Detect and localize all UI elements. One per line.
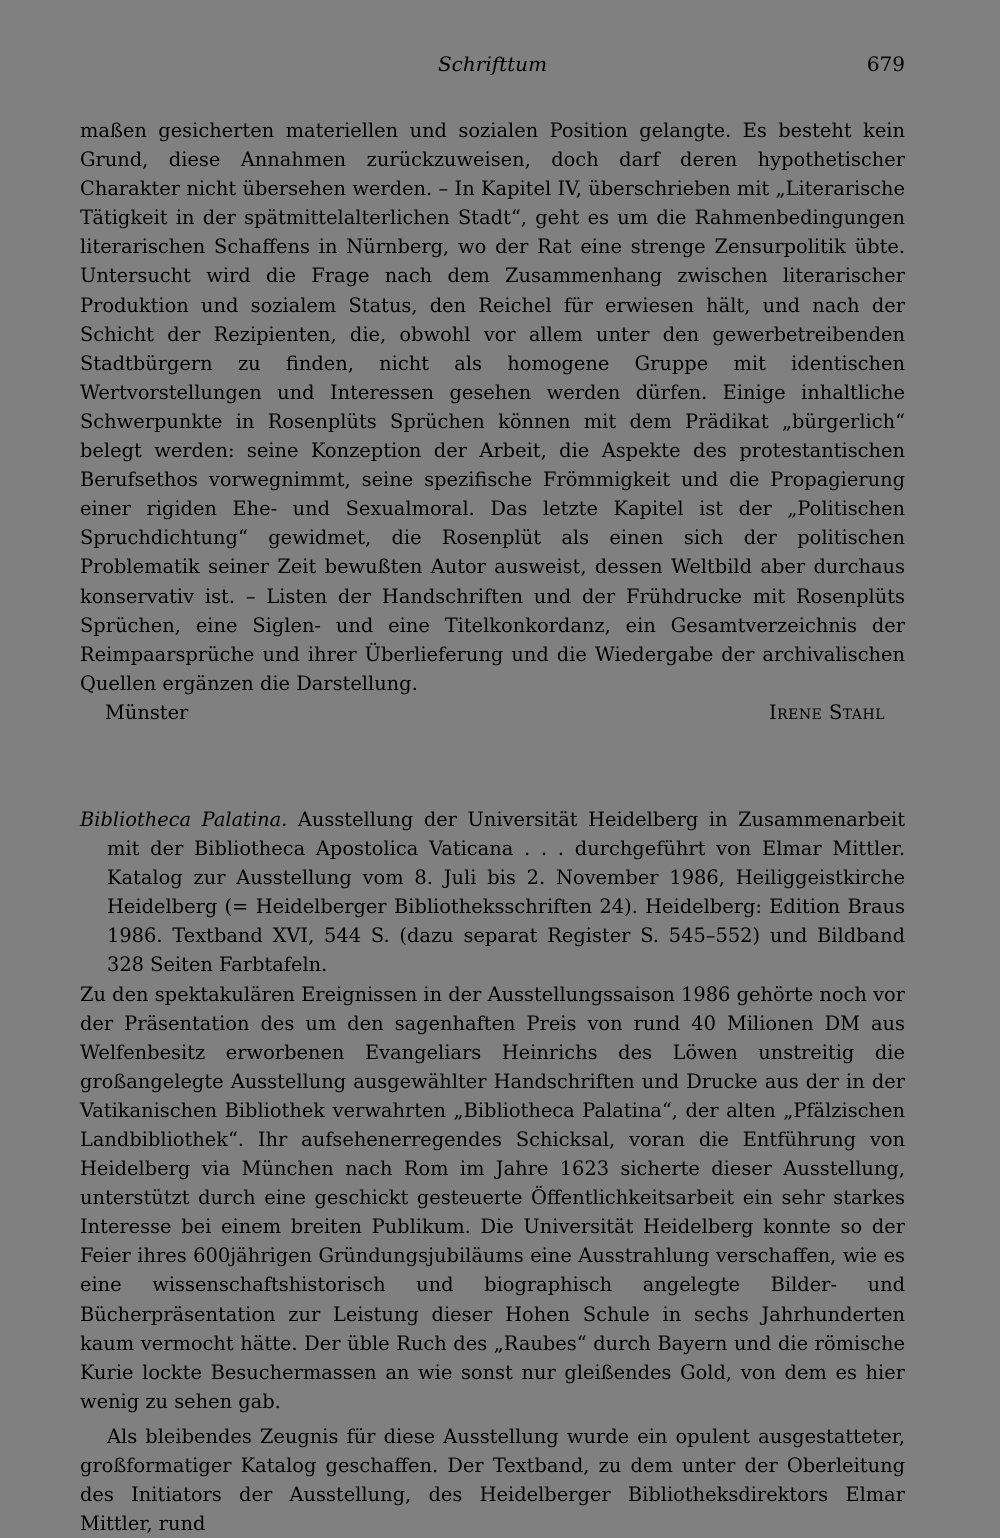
review-paragraph-2: Als bleibendes Zeugnis für diese Ausstellung wurde ein opulent ausgestatteter, großformatiger Katalog geschaffen. Der Textband, zu dem unter der Oberleitung des Initiators der Ausstellung, des Heidelberger Bibliotheksdirektors Elmar Mittler, rund bbox=[80, 1424, 905, 1536]
citation-details: Ausstellung der Universität Heidelberg in Zusammenarbeit mit der Bibliotheca Apostolica Vaticana . . . durchgeführt von Elmar Mittler. Katalog zur Ausstellung vom 8. Juli bis 2. November 1986, Heiliggeistkirche Heidelberg (= Heidelberger Bibliotheksschriften 24). Heidelberg: Edition Braus 1986. Textband XVI, 544 S. (dazu separat Register S. 545–552) und Bildband 328 Seiten Farbtafeln. bbox=[107, 807, 905, 977]
running-header bbox=[80, 52, 905, 82]
citation-title: Bibliotheca Palatina. bbox=[80, 807, 288, 831]
review-paragraph-1: Zu den spektakulären Ereignissen in der Ausstellungssaison 1986 gehörte noch vor der Präsentation des um den sagenhaften Preis von rund 40 Milionen DM aus Welfenbesitz erworbenen Evangeliars Heinrichs des Löwen unstreitig die großangelegte Ausstellung ausgewählter Handschriften und Drucke aus der in der Vatikanischen Bibliothek verwahrten „Bibliotheca Palatina“, der alten „Pfälzischen Landbibliothek“. Ihr aufsehenerregendes Schicksal, voran die Entführung von Heidelberg via München nach Rom im Jahre 1623 sicherte dieser Ausstellung, unterstützt durch eine geschickt gesteuerte Öffentlichkeitsarbeit ein sehr starkes Interesse bei einem breiten Publikum. Die Universität Heidelberg konnte so der Feier ihres 600jährigen Gründungsjubiläums eine Ausstrahlung verschaffen, wie es eine wissenschaftshistorisch und biographisch angelegte Bilder- und Bücherpräsentation zur Leistung dieser Hohen Schule in sechs Jahrhunderten kaum vermocht hätte. Der üble Ruch des „Raubes“ durch Bayern und die römische Kurie lockte Besuchermassen an wie sonst nur gleißendes Gold, von dem es hier wenig zu sehen gab. bbox=[80, 982, 905, 1413]
page-body bbox=[80, 116, 905, 1538]
bibliographic-citation bbox=[80, 805, 905, 980]
review-author: Irene Stahl bbox=[768, 700, 885, 724]
review-place: Münster bbox=[105, 700, 189, 724]
page-number: 679 bbox=[866, 52, 905, 76]
running-title: Schrifttum bbox=[437, 52, 548, 76]
review-signature bbox=[80, 698, 905, 727]
review-body-paragraph: maßen gesicherten materiellen und sozialen Position gelangte. Es besteht kein Grund, diese Annahmen zurückzuweisen, doch darf deren hypothetischer Charakter nicht übersehen werden. – In Kapitel IV, überschrieben mit „Literarische Tätigkeit in der spätmittelalterlichen Stadt“, geht es um die Rahmenbedingungen literarischen Schaffens in Nürnberg, wo der Rat eine strenge Zensurpolitik übte. Untersucht wird die Frage nach dem Zusammenhang zwischen literarischer Produktion und sozialem Status, den Reichel für erwiesen hält, und nach der Schicht der Rezipienten, die, obwohl vor allem unter den gewerbetreibenden Stadtbürgern zu finden, nicht als homogene Gruppe mit identischen Wertvorstellungen und Interessen gesehen werden dürfen. Einige inhaltliche Schwerpunkte in Rosenplüts Sprüchen können mit dem Prädikat „bürgerlich“ belegt werden: seine Konzeption der Arbeit, die Aspekte des protestantischen Berufsethos vorwegnimmt, seine spezifische Frömmigkeit und die Propagierung einer rigiden Ehe- und Sexualmoral. Das letzte Kapitel ist der „Politischen Spruchdichtung“ gewidmet, die Rosenplüt als einen sich der politischen Problematik seiner Zeit bewußten Autor ausweist, dessen Weltbild aber durchaus konservativ ist. – Listen der Handschriften und der Frühdrucke mit Rosenplüts Sprüchen, eine Siglen- und eine Titelkonkordanz, ein Gesamtverzeichnis der Reimpaarsprüche und ihrer Überlieferung und die Wiedergabe der archivalischen Quellen ergänzen die Darstellung. bbox=[80, 119, 905, 695]
